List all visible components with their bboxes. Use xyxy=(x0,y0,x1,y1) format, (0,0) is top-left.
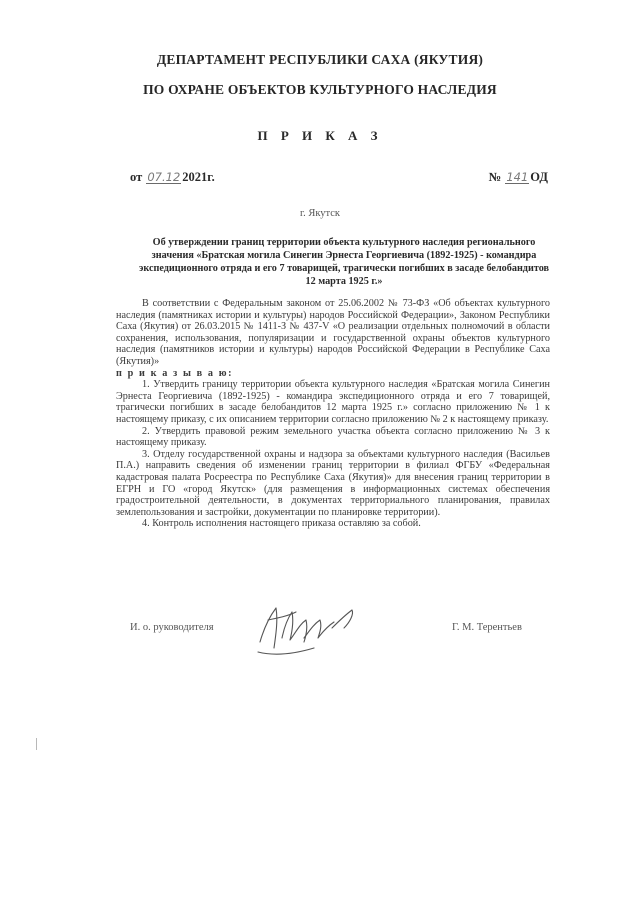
order-item-3: 3. Отделу государственной охраны и надзора за объектами культурного наследия (Васильев П.А.) направить сведения об изменении границ территории в филиал ФГБУ «Федеральная кадастровая палата Росреестра по Республике Саха (Якутия)» для внесения границ территории в ЕГРН и ГО «город Якутск» (для размещения в информационных системах обеспечения градостроительной деятельности, в документах территориального планирования, правилах землепользования и застройки, документации по планировке территории). xyxy=(116,448,550,518)
signatory-name: Г. М. Терентьев xyxy=(452,622,522,633)
preamble-paragraph: В соответствии с Федеральным законом от 25.06.2002 № 73-ФЗ «Об объектах культурного наследия (памятниках истории и культуры) народов Российской Федерации», Законом Республики Саха (Якутия) от 26.03.2015 № 1411-З № 437-V «О реализации отдельных полномочий в области сохранения, использования, популяризации и государственной охраны объектов культурного наследия (памятников истории и культуры) народов Российской Федерации в Республике Саха (Якутия)» xyxy=(116,298,550,367)
date-handwritten: 07.12 xyxy=(147,170,181,184)
order-number xyxy=(489,170,548,185)
place-of-issue: г. Якутск xyxy=(299,208,341,219)
order-date xyxy=(130,170,215,185)
order-item-4: 4. Контроль исполнения настоящего приказа оставляю за собой. xyxy=(142,518,421,530)
signatory-role: И. о. руководителя xyxy=(130,622,214,633)
date-year: 2021г. xyxy=(182,170,215,184)
margin-mark xyxy=(36,738,37,750)
number-handwritten: 141 xyxy=(506,170,529,184)
order-item-1: 1. Утвердить границу территории объекта культурного наследия «Братская могила Синегин Эрнеста Георгиевича (1892-1925) - командира экспедиционного отряда и его 7 товарищей, трагически погибших в засаде белобандитов 12 марта 1925 г.» согласно приложению № 1 к настоящему приказу, с их описанием территории согласно приложению № 2 к настоящему приказу. xyxy=(116,379,550,425)
order-subject: Об утверждении границ территории объекта культурного наследия регионального значения «Братская могила Синегин Эрнеста Георгиевича (1892-1925) - командира экспедиционного отряда и его 7 товарищей, трагически погибших в засаде белобандитов 12 марта 1925 г.» xyxy=(138,237,550,287)
number-suffix: ОД xyxy=(530,170,548,184)
handwritten-signature xyxy=(254,598,364,658)
date-prefix: от xyxy=(130,170,143,184)
order-title: П Р И К А З xyxy=(257,128,383,143)
number-prefix: № xyxy=(488,170,502,184)
department-name-line1: ДЕПАРТАМЕНТ РЕСПУБЛИКИ САХА (ЯКУТИЯ) xyxy=(156,52,484,67)
ordered-heading: п р и к а з ы в а ю: xyxy=(116,367,234,379)
order-body xyxy=(116,298,550,530)
department-name-line2: ПО ОХРАНЕ ОБЪЕКТОВ КУЛЬТУРНОГО НАСЛЕДИЯ xyxy=(143,82,497,97)
order-item-2: 2. Утвердить правовой режим земельного участка объекта согласно приложению № 3 к настоящему приказу. xyxy=(116,425,550,449)
